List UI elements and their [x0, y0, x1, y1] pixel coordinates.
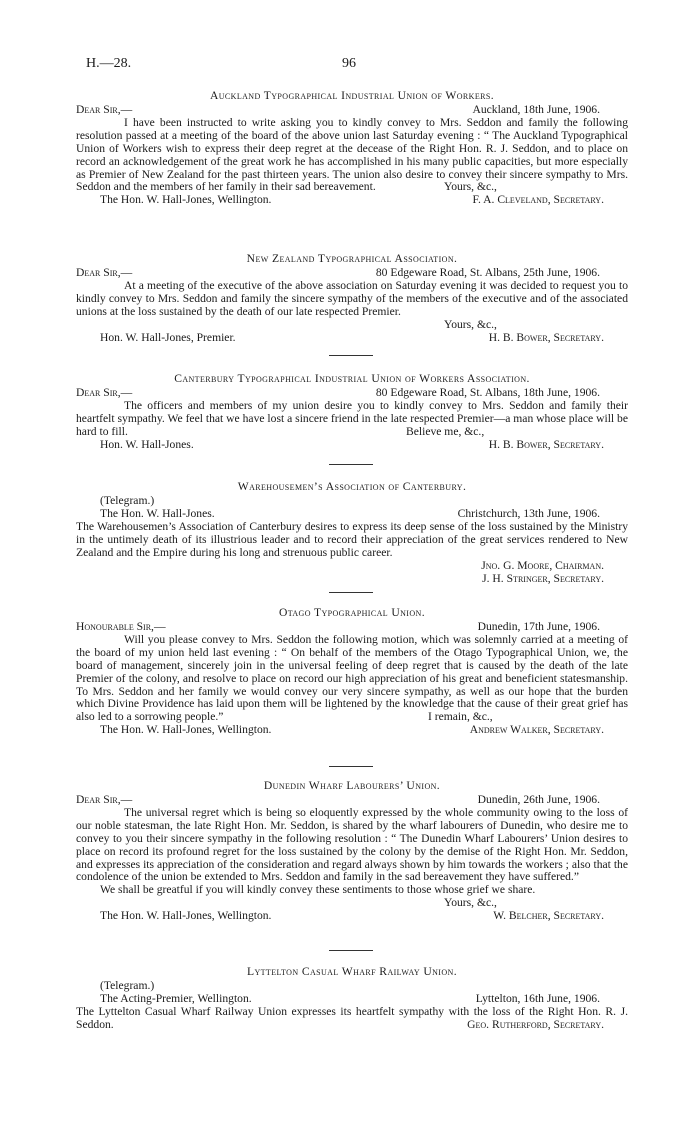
salutation: Honourable Sir,— [76, 619, 166, 633]
letter-body: The universal regret which is being so eloquently expressed by the whole community owing to the loss of our noble statesman, the late Right Hon. Mr. Seddon, is shared by the wharf labourers of Dunedin, who desire me to convey to you their sincere sympathy in the following resolution : “ The Dunedin Wharf Labourers’ Union desires to place on record its profound regret for the loss sustained by the colony by the demise of the Right Hon. Mr. Seddon, and expresses its appreciation of the consideration and regard always shown by him towards the workers ; also that the condolence of the union be extended to Mrs. Seddon and family in the sad bereavement they have suffered.” [76, 805, 628, 884]
closing: Yours, &c., [444, 317, 497, 331]
place-date: Lyttelton, 16th June, 1906. [475, 991, 600, 1005]
addressee: The Hon. W. Hall-Jones, Wellington. [100, 909, 272, 923]
signature: Geo. Rutherford, Secretary. [467, 1017, 604, 1031]
letter-body-postscript: We shall be greatful if you will kindly convey these sentiments to those whose grief we share. [100, 883, 536, 897]
closing: Yours, &c., [444, 896, 497, 910]
document-reference: H.—28. [86, 56, 132, 71]
letter-nz-typographical-association [76, 253, 628, 345]
signature-secretary: J. H. Stringer, Secretary. [482, 571, 604, 585]
letter-body: I have been instructed to write asking you to kindly convey to Mrs. Seddon and family the following resolution passed at a meeting of the board of the above union last Saturday evening : “ The Auckland Typographical Union of Workers wish to express their deep regret at the decease of the Right Hon. R. J. Seddon, and to place on record an acknowledgement of the great work he has accomplished in his many public capacities, but more especially as Premier of New Zealand for the past thirteen years. The union also desire to convey their sincere sympathy to Mrs. Seddon and the members of her family in their sad bereavement. [76, 115, 628, 194]
signature-chairman: Jno. G. Moore, Chairman. [481, 558, 604, 572]
place-date: 80 Edgeware Road, St. Albans, 18th June, 1906. [375, 385, 600, 399]
signature: H. B. Bower, Secretary. [488, 437, 604, 451]
section-divider [329, 766, 373, 767]
salutation: Dear Sir,— [76, 792, 133, 806]
letter-body: The Lyttelton Casual Wharf Railway Union expresses its heartfelt sympathy with the loss of the Right Hon. R. J. Seddon. [76, 1004, 628, 1031]
signature: H. B. Bower, Secretary. [488, 330, 604, 344]
salutation: Dear Sir,— [76, 102, 133, 116]
letter-title: Canterbury Typographical Industrial Union of Workers Association. [174, 372, 530, 385]
section-divider [329, 464, 373, 465]
section-divider [329, 592, 373, 593]
letter-body: At a meeting of the executive of the above association on Saturday evening it was decided to request you to kindly convey to Mrs. Seddon and family the sincere sympathy of the members of the executive and of the associated unions at the loss sustained by the death of our late respected Premier. [76, 278, 628, 318]
letter-auckland-typographical [76, 90, 628, 207]
letter-title: Dunedin Wharf Labourers’ Union. [263, 779, 441, 792]
letter-title: New Zealand Typographical Association. [246, 252, 458, 265]
letter-body: The Warehousemen’s Association of Canterbury desires to express its deep sense of the loss sustained by the Ministry in the untimely death of its illustrious leader and to record their appreciation of the great services rendered to New Zealand and the Empire during his long and strenuous public career. [76, 519, 628, 559]
telegram-label: (Telegram.) [100, 493, 155, 507]
letter-title: Warehousemen’s Association of Canterbury. [237, 480, 467, 493]
addressee: The Acting-Premier, Wellington. [100, 991, 252, 1005]
letter-title: Auckland Typographical Industrial Union of Workers. [209, 89, 494, 102]
page-number: 96 [342, 56, 356, 71]
signature: W. Belcher, Secretary. [493, 909, 604, 923]
salutation: Dear Sir,— [76, 385, 133, 399]
letter-body: The officers and members of my union desire you to kindly convey to Mrs. Seddon and family their heartfelt sympathy. We feel that we have lost a sincere friend in the late respected Premier—a man whose place will be hard to fill. [76, 398, 628, 438]
addressee: The Hon. W. Hall-Jones, Wellington. [100, 723, 272, 737]
section-divider [329, 355, 373, 356]
letter-lyttelton-casual-wharf [76, 966, 628, 1032]
signature: Andrew Walker, Secretary. [469, 723, 604, 737]
letter-canterbury-typographical [76, 373, 628, 452]
place-date: Dunedin, 26th June, 1906. [477, 792, 600, 806]
letter-dunedin-wharf-labourers [76, 780, 628, 923]
page-header [86, 58, 626, 74]
place-date: Dunedin, 17th June, 1906. [477, 619, 600, 633]
letter-warehousemens-association [76, 481, 628, 586]
letter-title: Otago Typographical Union. [278, 606, 426, 619]
telegram-label: (Telegram.) [100, 978, 155, 992]
salutation: Dear Sir,— [76, 265, 133, 279]
addressee: The Hon. W. Hall-Jones, Wellington. [100, 193, 272, 207]
closing: I remain, &c., [428, 710, 493, 724]
letter-body: Will you please convey to Mrs. Seddon the following motion, which was solemnly carried at a meeting of the board of my union held last evening : “ On behalf of the members of the Otago Typographical Union, we, the board of management, sincerely join in the universal feeling of deep regret that is caused by the death of the late Premier of the colony, and resolve to place on record our high appreciation of his great and beneficient statesmanship. To Mrs. Seddon and her family we would convey our very sincere sympathy, as well as our hope that the burden which Divine Providence has laid upon them will be lightened by the knowledge that the cause of their great grief has also led to a sorrowing people.” [76, 632, 628, 724]
signature: F. A. Cleveland, Secretary. [472, 193, 604, 207]
place-date: Auckland, 18th June, 1906. [472, 102, 600, 116]
section-divider [329, 950, 373, 951]
closing: Believe me, &c., [406, 424, 485, 438]
letter-title: Lyttelton Casual Wharf Railway Union. [246, 965, 458, 978]
addressee: Hon. W. Hall-Jones, Premier. [100, 330, 236, 344]
addressee: The Hon. W. Hall-Jones. [100, 506, 215, 520]
place-date: 80 Edgeware Road, St. Albans, 25th June, 1906. [375, 265, 600, 279]
closing: Yours, &c., [444, 180, 497, 194]
addressee: Hon. W. Hall-Jones. [100, 437, 194, 451]
place-date: Christchurch, 13th June, 1906. [457, 506, 600, 520]
letter-otago-typographical [76, 607, 628, 737]
